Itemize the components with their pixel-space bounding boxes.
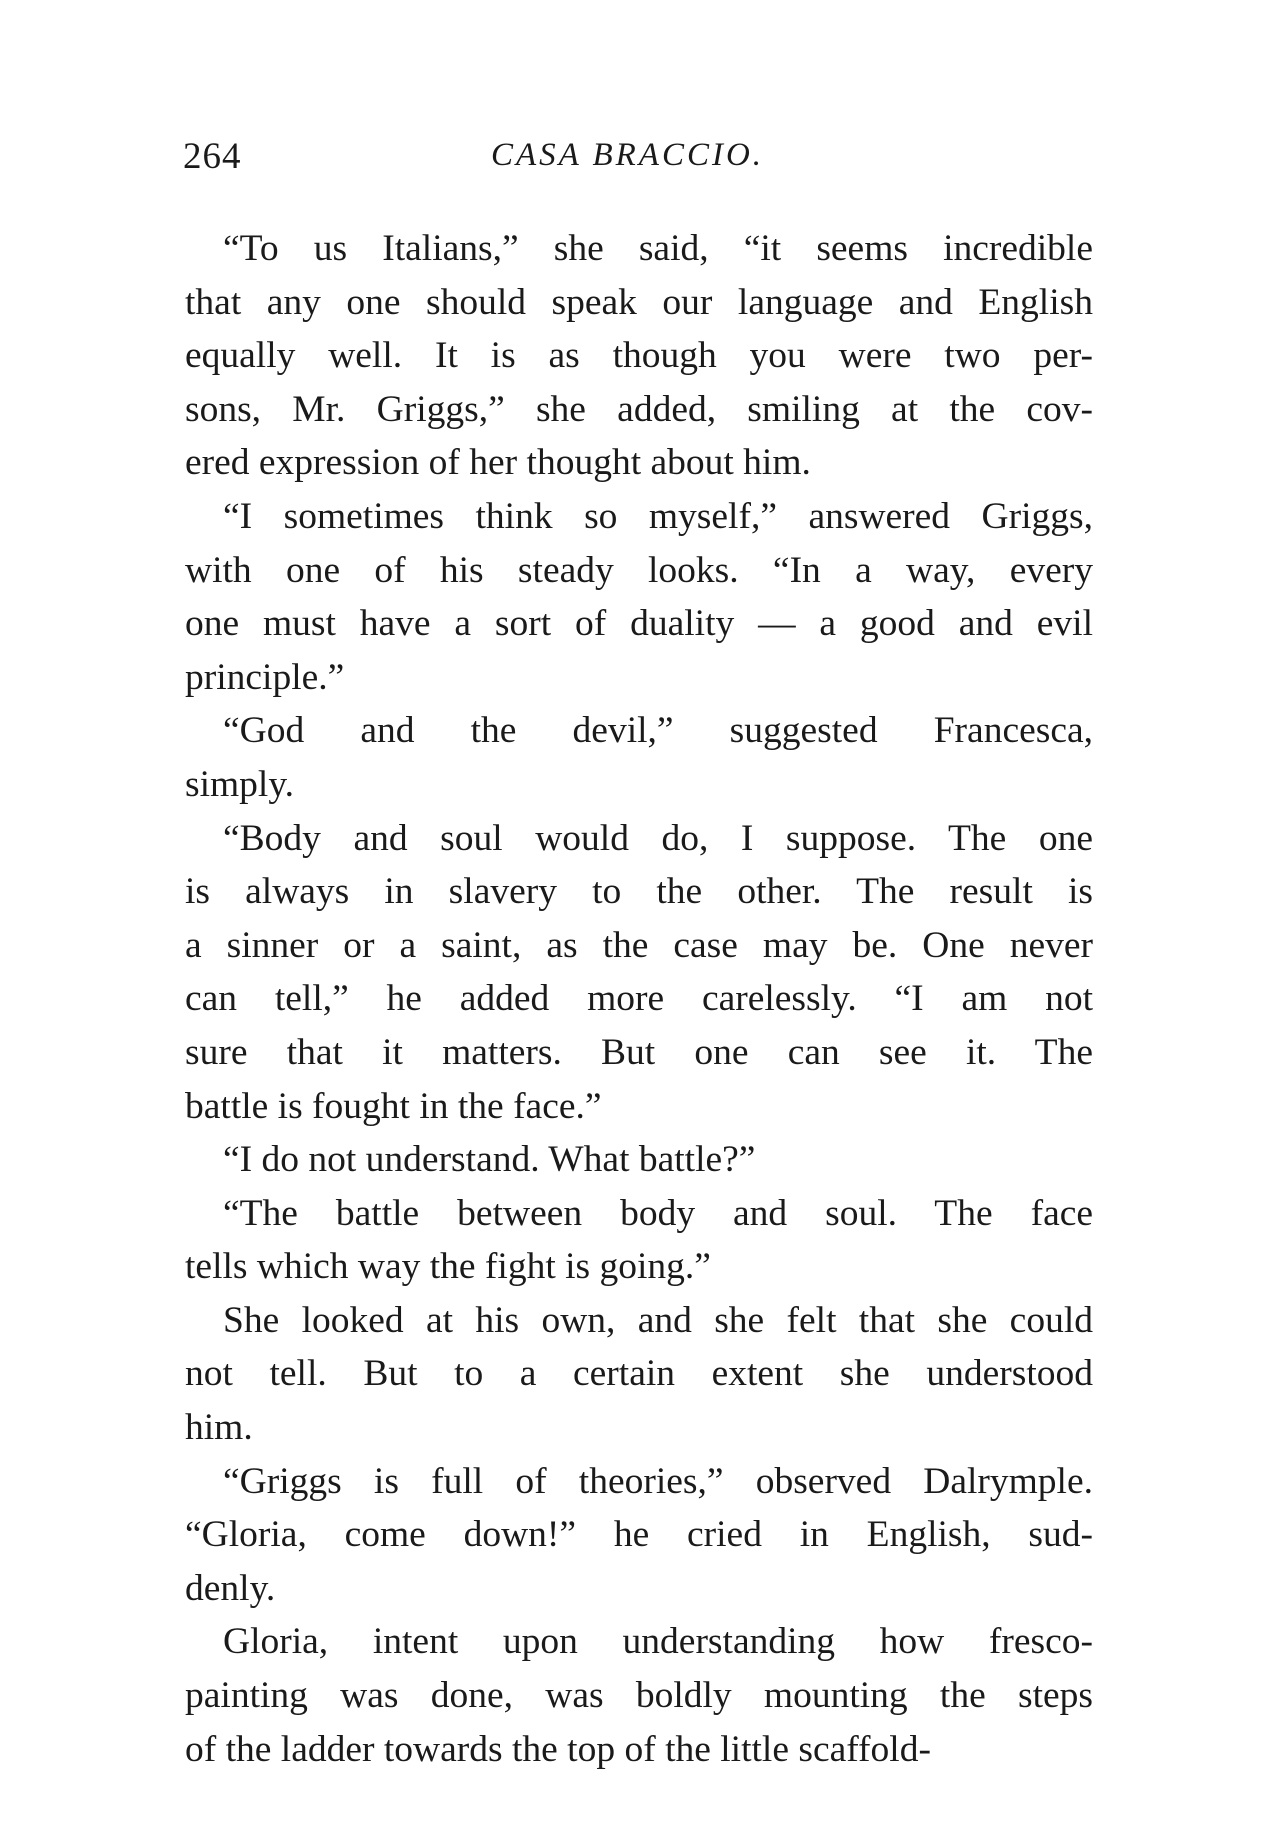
- paragraph: [185, 812, 1093, 1134]
- text-line: ered expression of her thought about him.: [185, 442, 811, 484]
- paragraph: [185, 490, 1093, 704]
- text-line: “Body and soul would do, I suppose. The one: [223, 817, 1093, 859]
- text-line: painting was done, was boldly mounting the steps: [185, 1675, 1093, 1717]
- text-line: can tell,” he added more carelessly. “I am not: [185, 978, 1093, 1020]
- text-line: equally well. It is as though you were two per-: [185, 335, 1093, 377]
- text-line: one must have a sort of duality — a good and evil: [185, 603, 1093, 645]
- text-line: sons, Mr. Griggs,” she added, smiling at the cov-: [185, 388, 1093, 430]
- text-line: of the ladder towards the top of the little scaffold-: [185, 1728, 931, 1770]
- text-line: with one of his steady looks. “In a way, every: [185, 549, 1093, 591]
- text-line: “The battle between body and soul. The face: [223, 1192, 1093, 1234]
- text-line: “To us Italians,” she said, “it seems incredible: [223, 228, 1093, 269]
- text-line: “Gloria, come down!” he cried in English, sud-: [185, 1514, 1093, 1556]
- running-title: CASA BRACCIO.: [491, 137, 765, 173]
- text-line: tells which way the fight is going.”: [185, 1246, 711, 1288]
- page-header: [183, 135, 1093, 195]
- paragraph: [185, 1187, 1093, 1294]
- text-line: principle.”: [185, 656, 345, 698]
- text-line: that any one should speak our language and English: [185, 281, 1093, 323]
- text-line: “I do not understand. What battle?”: [223, 1139, 756, 1181]
- paragraph: [185, 222, 1093, 490]
- paragraph: [185, 1133, 1093, 1187]
- text-line: a sinner or a saint, as the case may be. One never: [185, 924, 1093, 966]
- text-line: him.: [185, 1407, 253, 1449]
- paragraph: [185, 1294, 1093, 1455]
- paragraph: [185, 1615, 1093, 1776]
- paragraph: [185, 1455, 1093, 1616]
- text-line: She looked at his own, and she felt that she could: [223, 1299, 1093, 1341]
- text-line: “I sometimes think so myself,” answered Griggs,: [223, 495, 1093, 537]
- text-line: “God and the devil,” suggested Francesca,: [223, 710, 1093, 752]
- text-line: denly.: [185, 1567, 276, 1609]
- text-line: Gloria, intent upon understanding how fresco-: [223, 1621, 1093, 1663]
- page-body-text: [185, 222, 1093, 1776]
- paragraph: [185, 704, 1093, 811]
- text-line: “Griggs is full of theories,” observed Dalrymple.: [223, 1460, 1093, 1502]
- text-line: not tell. But to a certain extent she understood: [185, 1353, 1093, 1395]
- text-line: is always in slavery to the other. The result is: [185, 871, 1093, 913]
- text-line: battle is fought in the face.”: [185, 1085, 602, 1127]
- page-number: 264: [183, 136, 242, 177]
- text-line: simply.: [185, 763, 295, 805]
- text-line: sure that it matters. But one can see it. The: [185, 1031, 1093, 1073]
